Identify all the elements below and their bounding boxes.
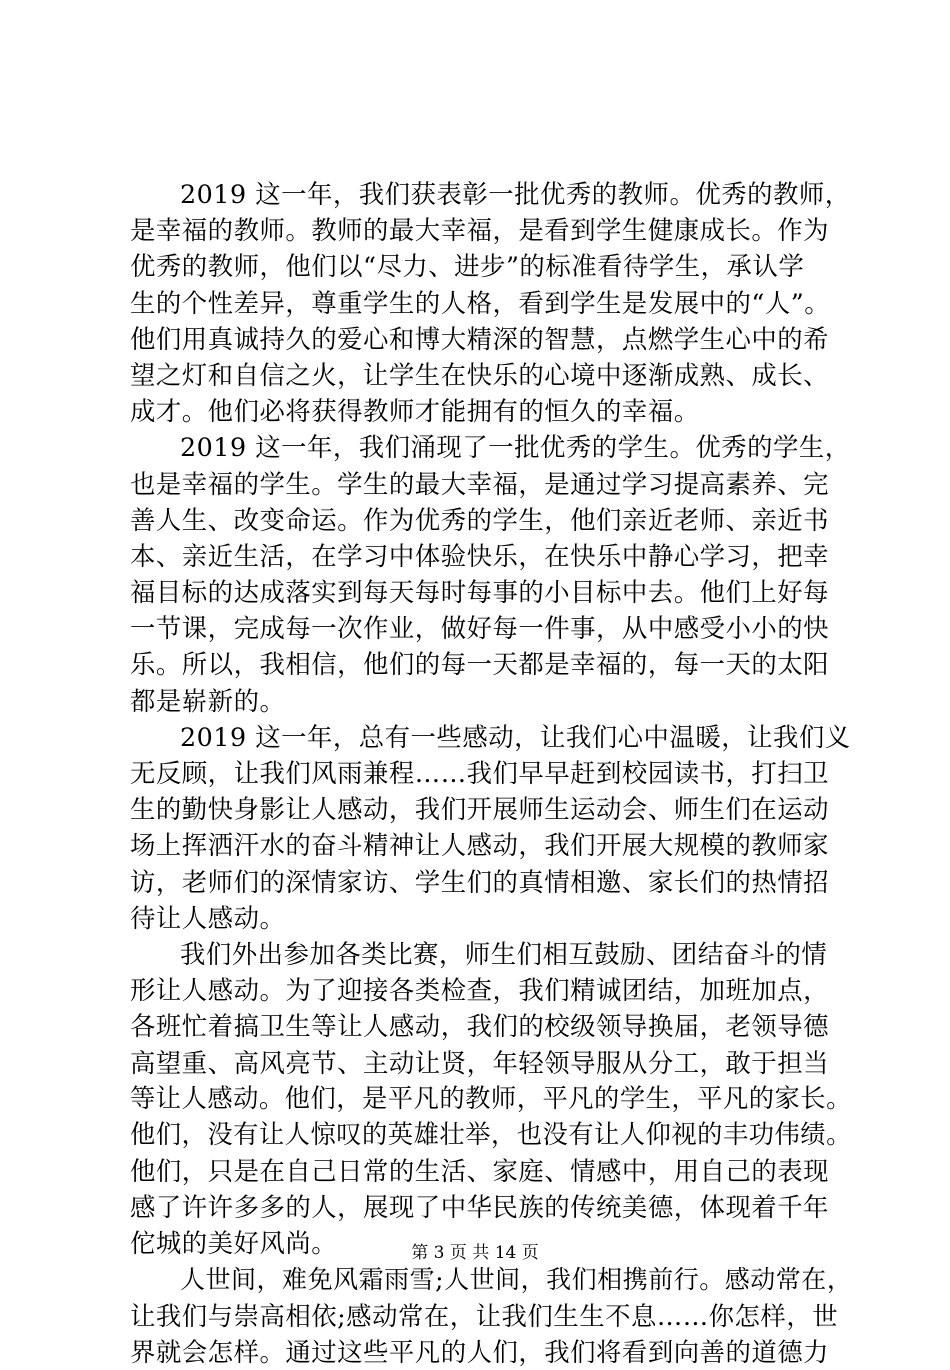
text-line: 乐。所以，我相信，他们的每一天都是幸福的，每一天的太阳 xyxy=(130,649,830,680)
text-line: 我们外出参加各类比赛，师生们相互鼓励、团结奋斗的情 xyxy=(180,938,828,969)
document-body xyxy=(130,176,853,1370)
text-line: 善人生、改变命运。作为优秀的学生，他们亲近老师、亲近书 xyxy=(130,504,830,535)
text-line: 高望重、高风亮节、主动让贤，年轻领导服从分工，敢于担当 xyxy=(130,1047,830,1078)
text-line: 让我们与崇高相依;感动常在，让我们生生不息……你怎样，世 xyxy=(130,1300,839,1331)
text-line: 2019 这一年，总有一些感动，让我们心中温暖，让我们义 xyxy=(180,721,851,752)
text-line: 都是崭新的。 xyxy=(130,685,286,716)
text-line: 2019 这一年，我们涌现了一批优秀的学生。优秀的学生， xyxy=(180,432,851,463)
page-number-footer: 第 3 页 共 14 页 xyxy=(411,1243,539,1263)
paragraph-2 xyxy=(130,429,850,719)
text-line: 是幸福的教师。教师的最大幸福，是看到学生健康成长。作为 xyxy=(130,215,830,246)
text-line: 场上挥洒汗水的奋斗精神让人感动，我们开展大规模的教师家 xyxy=(130,830,830,861)
text-line: 感了许许多多的人，展现了中华民族的传统美德，体现着千年 xyxy=(130,1192,830,1223)
paragraph-5 xyxy=(130,1262,853,1370)
text-line: 成才。他们必将获得教师才能拥有的恒久的幸福。 xyxy=(130,396,700,427)
text-line: 访，老师们的深情家访、学生们的真情相邀、家长们的热情招 xyxy=(130,866,830,897)
text-line: 福目标的达成落实到每天每时每事的小目标中去。他们上好每 xyxy=(130,577,830,608)
text-line: 也是幸福的学生。学生的最大幸福，是通过学习提高素养、完 xyxy=(130,468,830,499)
text-line: 一节课，完成每一次作业，做好每一件事，从中感受小小的快 xyxy=(130,613,830,644)
text-line: 他们，没有让人惊叹的英雄壮举，也没有让人仰视的丰功伟绩。 xyxy=(130,1119,852,1149)
text-line: 望之灯和自信之火，让学生在快乐的心境中逐渐成熟、成长、 xyxy=(130,359,830,390)
paragraph-3 xyxy=(130,719,850,936)
text-line: 等让人感动。他们，是平凡的教师，平凡的学生，平凡的家长。 xyxy=(130,1083,852,1113)
text-line: 他们用真诚持久的爱心和博大精深的智慧，点燃学生心中的希 xyxy=(130,323,830,354)
text-line: 佗城的美好风尚。 xyxy=(130,1228,338,1259)
text-line: 各班忙着搞卫生等让人感动，我们的校级领导换届，老领导德 xyxy=(130,1011,830,1042)
text-line: 无反顾，让我们风雨兼程……我们早早赶到校园读书，打扫卫 xyxy=(130,758,830,788)
text-line: 界就会怎样。通过这些平凡的人们，我们将看到向善的道德力 xyxy=(130,1337,830,1367)
text-line: 他们，只是在自己日常的生活、家庭、情感中，用自己的表现 xyxy=(130,1156,830,1187)
text-line: 待让人感动。 xyxy=(130,902,286,933)
text-line: 人世间，难免风霜雨雪;人世间，我们相携前行。感动常在， xyxy=(180,1264,853,1294)
paragraph-1 xyxy=(130,176,850,429)
text-line: 2019 这一年，我们获表彰一批优秀的教师。优秀的教师， xyxy=(180,179,851,209)
text-line: 生的个性差异，尊重学生的人格，看到学生是发展中的“人”。 xyxy=(130,287,831,318)
text-line: 形让人感动。为了迎接各类检查，我们精诚团结，加班加点， xyxy=(130,975,830,1006)
text-line: 生的勤快身影让人感动，我们开展师生运动会、师生们在运动 xyxy=(130,794,830,825)
paragraph-4 xyxy=(130,936,850,1262)
text-line: 优秀的教师，他们以“尽力、进步”的标准看待学生，承认学 xyxy=(130,251,805,282)
text-line: 本、亲近生活，在学习中体验快乐，在快乐中静心学习，把幸 xyxy=(130,540,830,571)
